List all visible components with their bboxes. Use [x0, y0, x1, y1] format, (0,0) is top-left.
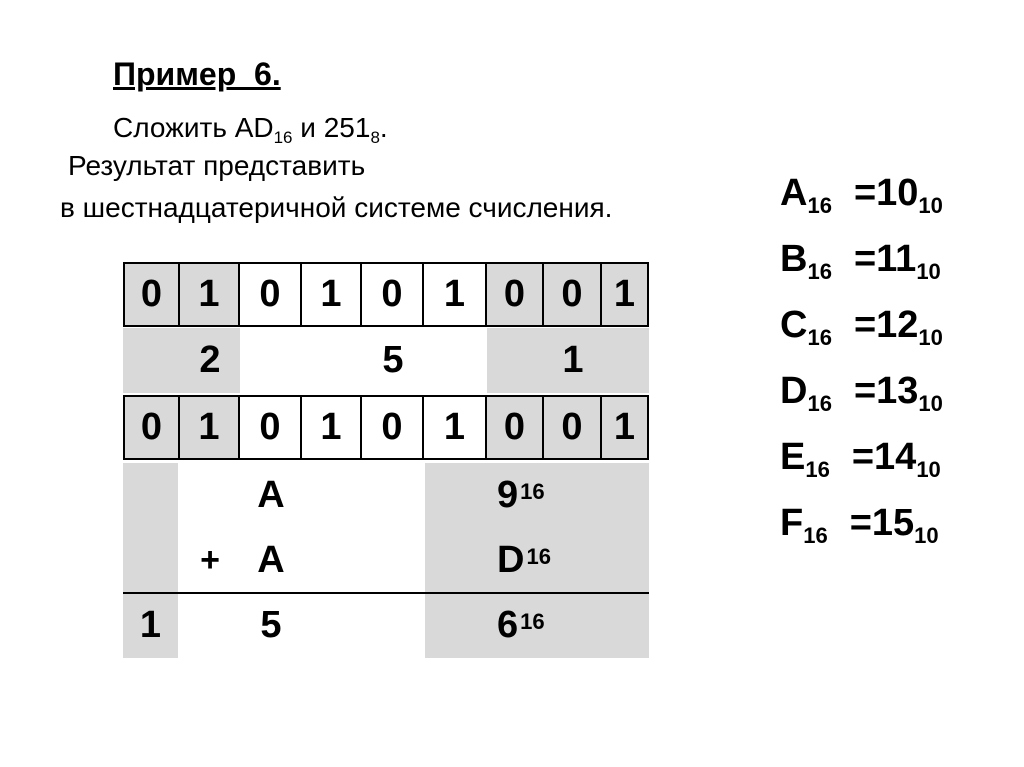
hex-ref-eq-sub: 10 [916, 259, 941, 284]
task-line-2: Результат представить [68, 150, 366, 181]
hex-digit-d [487, 528, 607, 593]
binary-cell: 0 [544, 262, 602, 327]
binary-cell: 0 [240, 262, 302, 327]
hex-digit-9-sub: 16 [520, 478, 545, 504]
hex-ref-eq-sub: 10 [918, 325, 943, 350]
hex-ref-row [780, 238, 941, 284]
octal-digit-1: 1 [562, 339, 584, 381]
binary-cell: 0 [123, 395, 180, 460]
hex-ref-row [780, 502, 939, 548]
octal-digit-5: 5 [382, 339, 404, 381]
hex-ref-eq: =14 [851, 436, 917, 478]
octal-digit-2: 2 [199, 339, 221, 381]
hex-ref-digit: B [780, 238, 808, 280]
binary-cell: 1 [424, 395, 487, 460]
binary-cell: 1 [180, 395, 240, 460]
result-digit-6-sub: 16 [520, 608, 545, 634]
hex-ref-digit-sub: 16 [805, 457, 830, 482]
hex-ref-digit-sub: 16 [803, 523, 828, 548]
task-line-1-mid: и 251 [292, 112, 371, 143]
hex-ref-eq-sub: 10 [914, 523, 939, 548]
binary-cell: 1 [302, 262, 362, 327]
hex-ref-digit-sub: 16 [807, 193, 832, 218]
binary-cell: 1 [602, 262, 649, 327]
hex-ref-eq: =10 [853, 172, 919, 214]
shade-left-col [123, 463, 178, 593]
hex-ref-eq-sub: 10 [918, 193, 943, 218]
hex-ref-eq: =11 [853, 238, 917, 280]
carry-digit: 1 [139, 604, 162, 646]
binary-cell: 1 [302, 395, 362, 460]
task-line-3: в шестнадцатеричной системе счисления. [60, 192, 613, 223]
hex-ref-eq: =13 [853, 370, 919, 412]
binary-cell: 0 [487, 262, 544, 327]
hex-ref-digit: A [780, 172, 808, 214]
binary-cell: 1 [602, 395, 649, 460]
hex-ref-row [780, 172, 943, 218]
hex-digit-d-value: D [497, 539, 525, 581]
task-sub-16: 16 [273, 128, 293, 147]
hex-ref-eq-sub: 10 [918, 391, 943, 416]
binary-cell: 0 [544, 395, 602, 460]
task-line-1 [113, 112, 388, 147]
result-digit-6 [487, 593, 607, 658]
hex-digit-d-sub: 16 [526, 543, 551, 569]
hex-digit-9-value: 9 [497, 474, 519, 516]
binary-cell: 0 [123, 262, 180, 327]
binary-cell: 1 [424, 262, 487, 327]
binary-cell: 0 [362, 395, 424, 460]
hex-ref-eq: =12 [853, 304, 919, 346]
binary-cell: 0 [362, 262, 424, 327]
result-digit-5: 5 [260, 604, 282, 646]
hex-ref-digit: E [780, 436, 806, 478]
hex-ref-digit: D [780, 370, 808, 412]
task-line-1-end: . [379, 112, 388, 143]
task-line-1-text: Сложить AD [113, 112, 274, 143]
hex-ref-digit-sub: 16 [807, 325, 832, 350]
hex-digit-9 [487, 463, 607, 528]
binary-cell: 1 [180, 262, 240, 327]
task-sub-8: 8 [370, 128, 380, 147]
binary-cell: 0 [487, 395, 544, 460]
binary-cell: 0 [240, 395, 302, 460]
hex-ref-digit-sub: 16 [807, 391, 832, 416]
hex-ref-row [780, 304, 943, 350]
hex-ref-row [780, 370, 943, 416]
hex-digit-a-2: A [257, 539, 285, 581]
plus-sign: + [200, 541, 220, 579]
hex-ref-digit: F [780, 502, 804, 544]
hex-ref-row [780, 436, 941, 482]
hex-ref-digit: C [780, 304, 808, 346]
example-title: Пример 6. [113, 56, 281, 92]
hex-ref-digit-sub: 16 [807, 259, 832, 284]
hex-ref-eq-sub: 10 [916, 457, 941, 482]
hex-digit-a: A [257, 474, 285, 516]
hex-ref-eq: =15 [849, 502, 915, 544]
result-digit-6-value: 6 [497, 604, 519, 646]
